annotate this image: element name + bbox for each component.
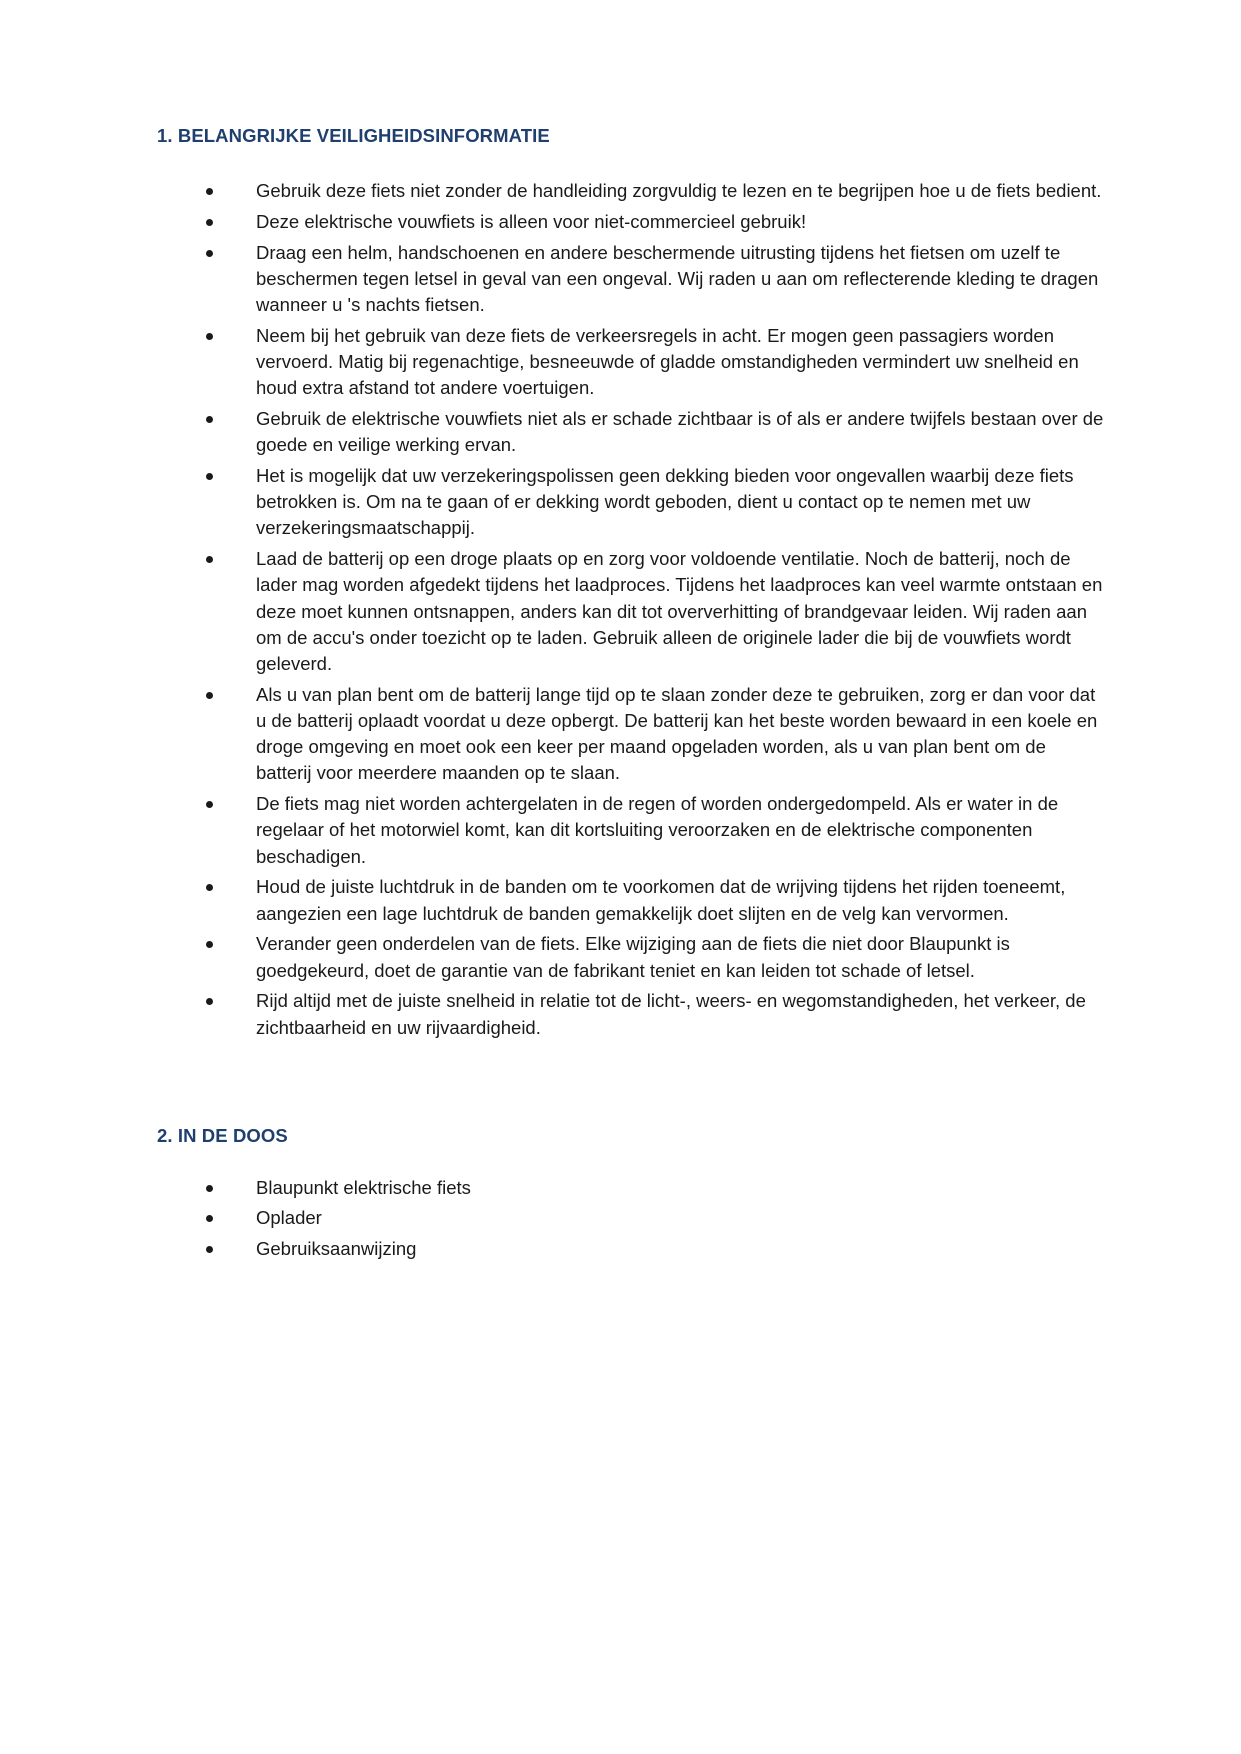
bullet-icon (206, 998, 213, 1005)
list-item-text: Blaupunkt elektrische fiets (256, 1177, 471, 1198)
bullet-icon (206, 941, 213, 948)
list-item (0, 1175, 1106, 1201)
box-contents-list (0, 1175, 1241, 1266)
list-item (0, 209, 1106, 235)
list-item (0, 931, 1106, 983)
list-item-text: Houd de juiste luchtdruk in de banden om te voorkomen dat de wrijving tijdens het rijden toeneemt, aangezien een lage luchtdruk de banden gemakkelijk doet slijten en de velg kan vervormen. (256, 876, 1066, 924)
list-item (0, 323, 1106, 402)
list-item (0, 1236, 1106, 1262)
list-item (0, 988, 1106, 1040)
list-item (0, 178, 1106, 204)
list-item (0, 463, 1106, 542)
bullet-icon (206, 1215, 213, 1222)
bullet-icon (206, 1185, 213, 1192)
list-item (0, 240, 1106, 319)
bullet-icon (206, 801, 213, 808)
safety-list (0, 178, 1241, 1045)
bullet-icon (206, 333, 213, 340)
bullet-icon (206, 1246, 213, 1253)
bullet-icon (206, 473, 213, 480)
list-item (0, 682, 1106, 787)
bullet-icon (206, 188, 213, 195)
list-item-text: Gebruiksaanwijzing (256, 1237, 417, 1259)
list-item-text: Oplader (256, 1207, 322, 1229)
bullet-icon (206, 556, 213, 563)
bullet-icon (206, 692, 213, 699)
list-item-text: Laad de batterij op een droge plaats op en zorg voor voldoende ventilatie. Noch de batterij, noch de lader mag worden afgedekt tijdens het laadproces. Tijdens het laadproces kan veel warmte ontstaan en deze moet kunnen ontsnappen, anders kan dit tot oververhitting of brandgevaar leiden. Wij raden aan om de accu's onder toezicht op te laden. Gebruik alleen de originele lader die bij de vouwfiets wordt geleverd. (256, 548, 1103, 675)
bullet-icon (206, 250, 213, 257)
list-item-text: Gebruik deze fiets niet zonder de handleiding zorgvuldig te lezen en te begrijpen hoe u de fiets bedient. (256, 180, 1102, 201)
list-item-text: Neem bij het gebruik van deze fiets de verkeersregels in acht. Er mogen geen passagiers worden vervoerd. Matig bij regenachtige, besneeuwde of gladde omstandigheden vermindert uw snelheid en houd extra afstand tot andere voertuigen. (256, 324, 1079, 399)
list-item (0, 546, 1106, 677)
section-heading-in-the-box: 2. IN DE DOOS (157, 1125, 288, 1146)
list-item-text: Rijd altijd met de juiste snelheid in relatie tot de licht-, weers- en wegomstandigheden, het verkeer, de zichtbaarheid en uw rijvaardigheid. (256, 990, 1086, 1038)
list-item (0, 874, 1106, 926)
list-item (0, 406, 1106, 458)
list-item-text: Het is mogelijk dat uw verzekeringspolissen geen dekking bieden voor ongevallen waarbij deze fiets betrokken is. Om na te gaan of er dekking wordt geboden, dient u contact op te nemen met uw verzekeringsmaatschappij. (256, 465, 1074, 539)
list-item-text: De fiets mag niet worden achtergelaten in de regen of worden ondergedompeld. Als er water in de regelaar of het motorwiel komt, kan dit kortsluiting veroorzaken en de elektrische componenten beschadigen. (256, 793, 1059, 867)
bullet-icon (206, 884, 213, 891)
bullet-icon (206, 219, 213, 226)
list-item (0, 791, 1106, 870)
list-item-text: Verander geen onderdelen van de fiets. Elke wijziging aan de fiets die niet door Blaupunkt is goedgekeurd, doet de garantie van de fabrikant teniet en kan leiden tot schade of letsel. (256, 933, 1010, 981)
list-item-text: Draag een helm, handschoenen en andere beschermende uitrusting tijdens het fietsen om uzelf te beschermen tegen letsel in geval van een ongeval. Wij raden u aan om reflecterende kleding te dragen wanneer u 's nachts fietsen. (256, 241, 1099, 315)
list-item-text: Als u van plan bent om de batterij lange tijd op te slaan zonder deze te gebruiken, zorg er dan voor dat u de batterij oplaadt voordat u deze opbergt. De batterij kan het beste worden bewaard in een koele en droge omgeving en moet ook een keer per maand opgeladen worden, als u van plan bent om de batterij voor meerdere maanden op te slaan. (256, 683, 1098, 784)
list-item-text: Deze elektrische vouwfiets is alleen voor niet-commercieel gebruik! (256, 210, 807, 232)
bullet-icon (206, 416, 213, 423)
section-heading-safety: 1. BELANGRIJKE VEILIGHEIDSINFORMATIE (157, 125, 550, 146)
list-item-text: Gebruik de elektrische vouwfiets niet als er schade zichtbaar is of als er andere twijfels bestaan over de goede en veilige werking ervan. (256, 408, 1104, 456)
list-item (0, 1205, 1106, 1231)
